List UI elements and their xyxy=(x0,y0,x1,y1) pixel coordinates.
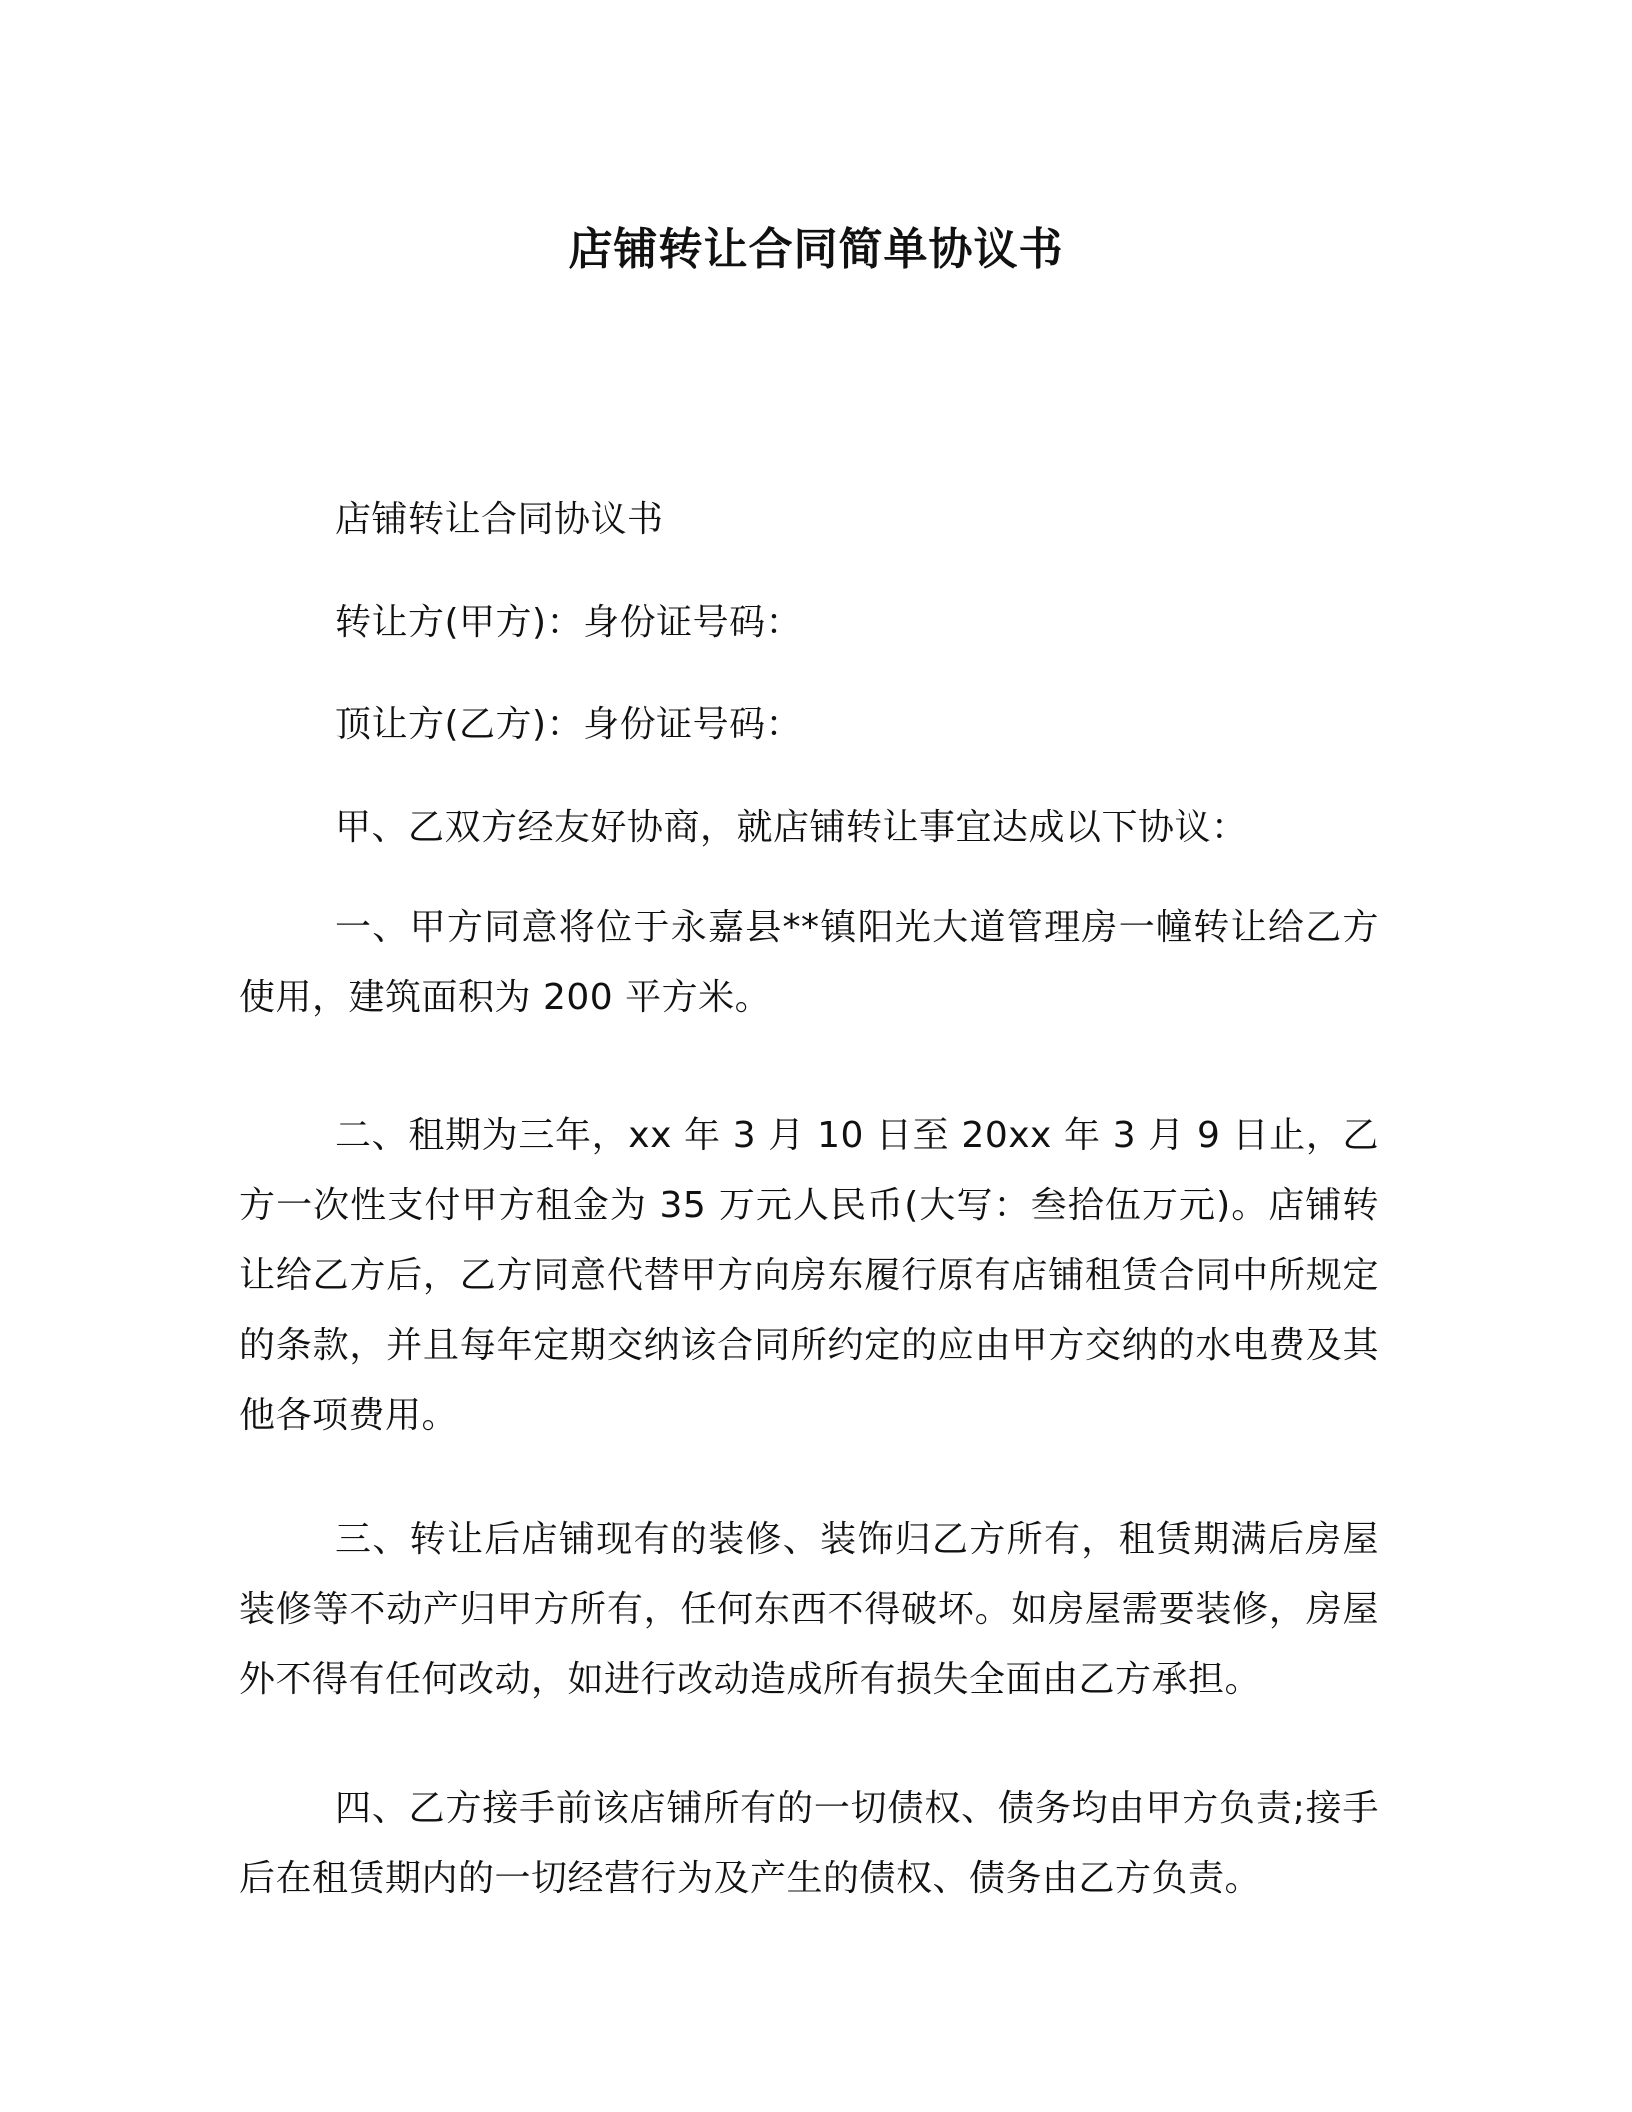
preamble-line: 甲、乙双方经友好协商，就店铺转让事宜达成以下协议： xyxy=(335,807,1248,848)
party-b-line: 顶让方(乙方)：身份证号码： xyxy=(335,704,803,745)
document-subtitle: 店铺转让合同协议书 xyxy=(335,499,664,540)
party-a-line: 转让方(甲方)：身份证号码： xyxy=(335,602,803,643)
clause-4: 四、乙方接手前该店铺所有的一切债权、债务均由甲方负责;接手后在租赁期内的一切经营行为及产生的债权、债务由乙方负责。 xyxy=(239,1788,1379,1899)
clause-2: 二、租期为三年，xx 年 3 月 10 日至 20xx 年 3 月 9 日止，乙方一次性支付甲方租金为 35 万元人民币(大写：叁拾伍万元)。店铺转让给乙方后，乙方同意代替甲方向房东履行原有店铺租赁合同中所规定的条款，并且每年定期交纳该合同所约定的应由甲方交纳的水电费及其他各项费用。 xyxy=(239,1115,1379,1436)
document-title: 店铺转让合同简单协议书 xyxy=(568,224,1064,275)
clause-1: 一、甲方同意将位于永嘉县**镇阳光大道管理房一幢转让给乙方使用，建筑面积为 200 平方米。 xyxy=(239,907,1379,1018)
clause-3: 三、转让后店铺现有的装修、装饰归乙方所有，租赁期满后房屋装修等不动产归甲方所有，任何东西不得破坏。如房屋需要装修，房屋外不得有任何改动，如进行改动造成所有损失全面由乙方承担。 xyxy=(239,1519,1379,1700)
clause-2-block xyxy=(239,1101,1379,1451)
clause-4-block xyxy=(239,1774,1379,1914)
clause-3-block xyxy=(239,1505,1379,1715)
clause-1-block xyxy=(239,893,1379,1033)
